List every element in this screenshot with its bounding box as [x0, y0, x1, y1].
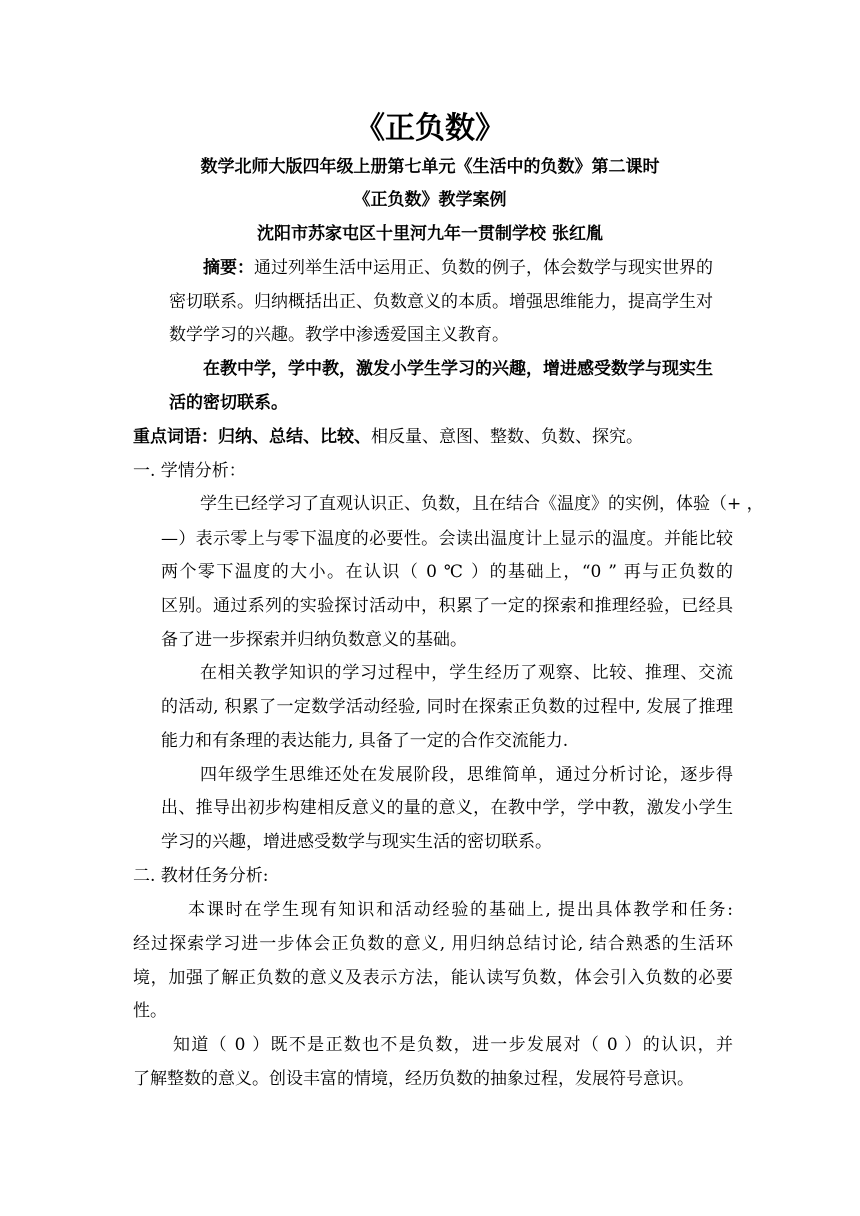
keywords-rest-terms: 相反量、意图、整数、负数、探究。 — [371, 427, 643, 447]
author-line: 沈阳市苏家屯区十里河九年一贯制学校 张红胤 — [257, 224, 603, 244]
paragraph-line: 境，加强了解正负数的意义及表示方法，能认读写负数，体会引入负数的必要 — [133, 968, 733, 988]
paragraph-line: 经过探索学习进一步体会正负数的意义, 用归纳总结讨论, 结合熟悉的生活环 — [133, 934, 733, 954]
keywords-bold-terms: 归纳、总结、比较、 — [218, 427, 371, 447]
paragraph-line: 性。 — [133, 1001, 167, 1021]
keywords-line — [133, 425, 643, 449]
paragraph-line: 两个零下温度的大小。在认识（ 0 ℃ ）的基础上，“0 ” 再与正负数的 — [161, 562, 733, 582]
motto-line: 在教中学，学中教，激发小学生学习的兴趣，增进感受数学与现实生 — [203, 359, 713, 379]
document-subtitle-lesson: 数学北师大版四年级上册第七单元《生活中的负数》第二课时 — [200, 157, 660, 177]
abstract-label: 摘要： — [203, 258, 254, 278]
document-subtitle-case: 《正负数》教学案例 — [353, 190, 507, 210]
document-title: 《正负数》 — [355, 111, 505, 146]
paragraph-line: 学生已经学习了直观认识正、负数，且在结合《温度》的实例，体验（+ ， — [200, 494, 764, 514]
keywords-label: 重点词语： — [133, 427, 218, 447]
paragraph-line: 本课时在学生现有知识和活动经验的基础上, 提出具体教学和任务: — [188, 900, 733, 920]
paragraph-line: 备了进一步探索并归纳负数意义的基础。 — [161, 630, 467, 650]
abstract-line: 密切联系。归纳概括出正、负数意义的本质。增强思维能力，提高学生对 — [169, 292, 713, 312]
paragraph-line: 的活动, 积累了一定数学活动经验, 同时在探索正负数的过程中, 发展了推理 — [161, 697, 733, 717]
section-heading: 二. 教材任务分析: — [133, 866, 269, 886]
abstract-line: 数学学习的兴趣。教学中渗透爱国主义教育。 — [169, 325, 509, 345]
abstract-text: 通过列举生活中运用正、负数的例子，体会数学与现实世界的 — [254, 258, 713, 278]
paragraph-line: 学习的兴趣，增进感受数学与现实生活的密切联系。 — [161, 832, 552, 852]
paragraph-line: 在相关教学知识的学习过程中，学生经历了观察、比较、推理、交流 — [200, 663, 733, 683]
paragraph-line: 四年级学生思维还处在发展阶段，思维简单，通过分析讨论，逐步得 — [200, 765, 733, 785]
abstract-first-line — [203, 256, 713, 280]
motto-line: 活的密切联系。 — [169, 393, 288, 413]
paragraph-line: 出、推导出初步构建相反意义的量的意义，在教中学，学中教，激发小学生 — [161, 798, 733, 818]
paragraph-line: 能力和有条理的表达能力, 具备了一定的合作交流能力. — [161, 731, 569, 751]
paragraph-line: 区别。通过系列的实验探讨活动中，积累了一定的探索和推理经验，已经具 — [161, 596, 733, 616]
section-heading: 一. 学情分析： — [133, 461, 246, 481]
paragraph-line: —）表示零上与零下温度的必要性。会读出温度计上显示的温度。并能比较 — [161, 529, 733, 549]
paragraph-line: 了解整数的意义。创设丰富的情境，经历负数的抽象过程，发展符号意识。 — [133, 1069, 694, 1089]
paragraph-line: 知道（ 0 ）既不是正数也不是负数，进一步发展对（ 0 ）的认识，并 — [173, 1035, 733, 1055]
